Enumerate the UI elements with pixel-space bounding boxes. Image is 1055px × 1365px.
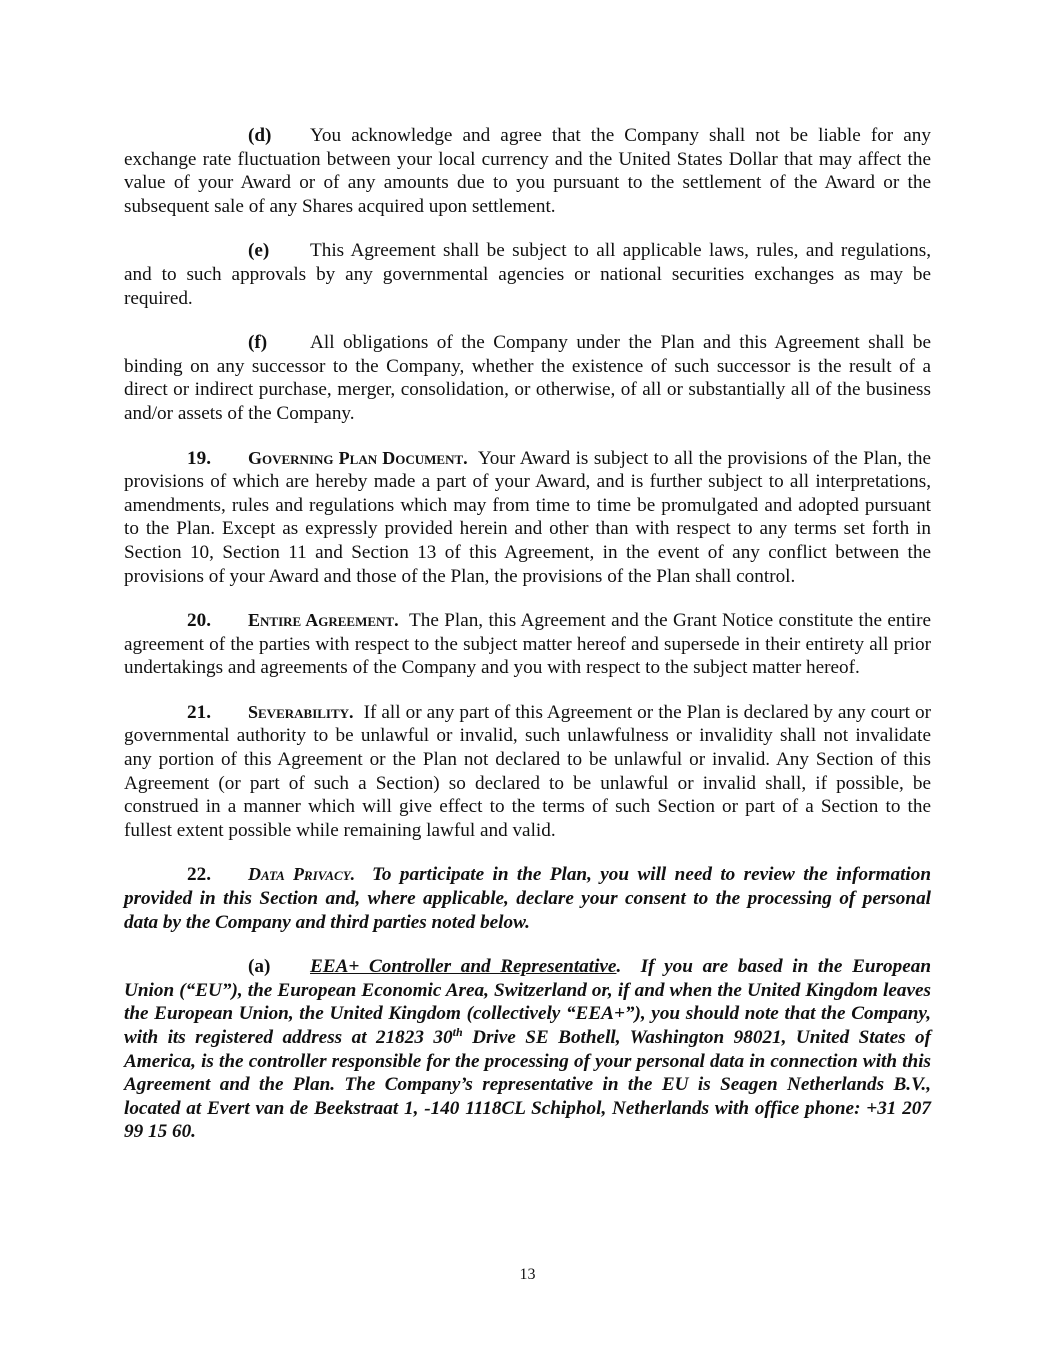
paragraph-heading: EEA+ Controller and Representative <box>310 956 617 978</box>
paragraph-number: (a) <box>248 956 271 978</box>
document-body <box>124 124 931 1144</box>
section-20 <box>124 609 931 680</box>
section-19 <box>124 447 931 589</box>
section-heading: Governing Plan Document. <box>248 447 468 468</box>
section-text: To participate in the Plan, you will need to review the information provided in this Section and, where applicable, declare your consent to the processing of personal data by the Company and third parties noted below. <box>124 864 932 933</box>
section-text: The Plan, this Agreement and the Grant Notice constitute the entire agreement of the parties with respect to the subject matter hereof and supersede in their entirety all prior undertakings and agreements of the Company and you with respect to the subject matter hereof. <box>124 610 932 679</box>
section-number: 22. <box>187 864 211 886</box>
paragraph-text: All obligations of the Company under the Plan and this Agreement shall be binding on any successor to the Company, whether the existence of such successor is the result of a direct or indirect purchase, merger, consolidation, or otherwise, of all or substantially all of the business and/or assets of the Company. <box>124 332 931 424</box>
superscript-th: th <box>452 1025 463 1039</box>
paragraph-18f <box>124 331 931 425</box>
section-number: 20. <box>187 610 211 632</box>
paragraph-18d <box>124 124 931 218</box>
paragraph-text-part-2: Drive SE Bothell, Washington 98021, United States of America, is the controller responsible for the processing of your personal data in connection with this Agreement and the Plan. The Company’s representative in the EU is Seagen Netherlands B.V., located at Evert van de Beekstraat 1, -140 1118CL Schiphol, Netherlands with office phone: +31 207 99 15 60. <box>124 1027 931 1143</box>
section-number: 21. <box>187 701 211 723</box>
paragraph-number: (f) <box>248 332 268 354</box>
section-22 <box>124 863 931 934</box>
section-21 <box>124 701 931 843</box>
section-heading: Data Privacy. <box>248 864 356 885</box>
section-text: If all or any part of this Agreement or the Plan is declared by any court or governmental authority to be unlawful or invalid, such unlawfulness or invalidity shall not invalidate any portion of this Agreement or the Plan not declared to be unlawful or invalid. Any Section of this Agreement (or part of such a Section) so declared to be unlawful or invalid shall, if possible, be construed in a manner which will give effect to the terms of such Section or part of a Section to the fullest extent possible while remaining lawful and valid. <box>124 701 932 841</box>
paragraph-text: You acknowledge and agree that the Company shall not be liable for any exchange rate fluctuation between your local currency and the United States Dollar that may affect the value of your Award or of any amounts due to you pursuant to the settlement of the Award or the subsequent sale of any Shares acquired upon settlement. <box>124 125 931 217</box>
paragraph-text-part-1: If you are based in the European Union (“EU”), the European Economic Area, Switzerland or, if and when the United Kingdom leaves the European Union, the United Kingdom (collectively “EEA+”), you should note that the Company, with its registered address at 21823 30 <box>124 956 932 1048</box>
paragraph-heading-period: . <box>616 956 622 978</box>
paragraph-22a <box>124 955 931 1144</box>
page-number: 13 <box>519 1266 536 1283</box>
section-text: Your Award is subject to all the provisions of the Plan, the provisions of which are hereby made a part of your Award, and is further subject to all interpretations, amendments, rules and regulations which may from time to time be promulgated and adopted pursuant to the Plan. Except as expressly provided herein and other than with respect to any terms set forth in Section 10, Section 11 and Section 13 of this Agreement, in the event of any conflict between the provisions of your Award and those of the Plan, the provisions of the Plan shall control. <box>124 447 931 587</box>
paragraph-18e <box>124 239 931 310</box>
paragraph-number: (e) <box>248 240 270 262</box>
paragraph-number: (d) <box>248 125 272 146</box>
section-heading: Severability. <box>248 701 354 722</box>
section-heading: Entire Agreement. <box>248 610 399 631</box>
section-number: 19. <box>187 447 211 469</box>
paragraph-text: This Agreement shall be subject to all applicable laws, rules, and regulations, and to such approvals by any governmental agencies or national securities exchanges as may be required. <box>124 240 931 309</box>
